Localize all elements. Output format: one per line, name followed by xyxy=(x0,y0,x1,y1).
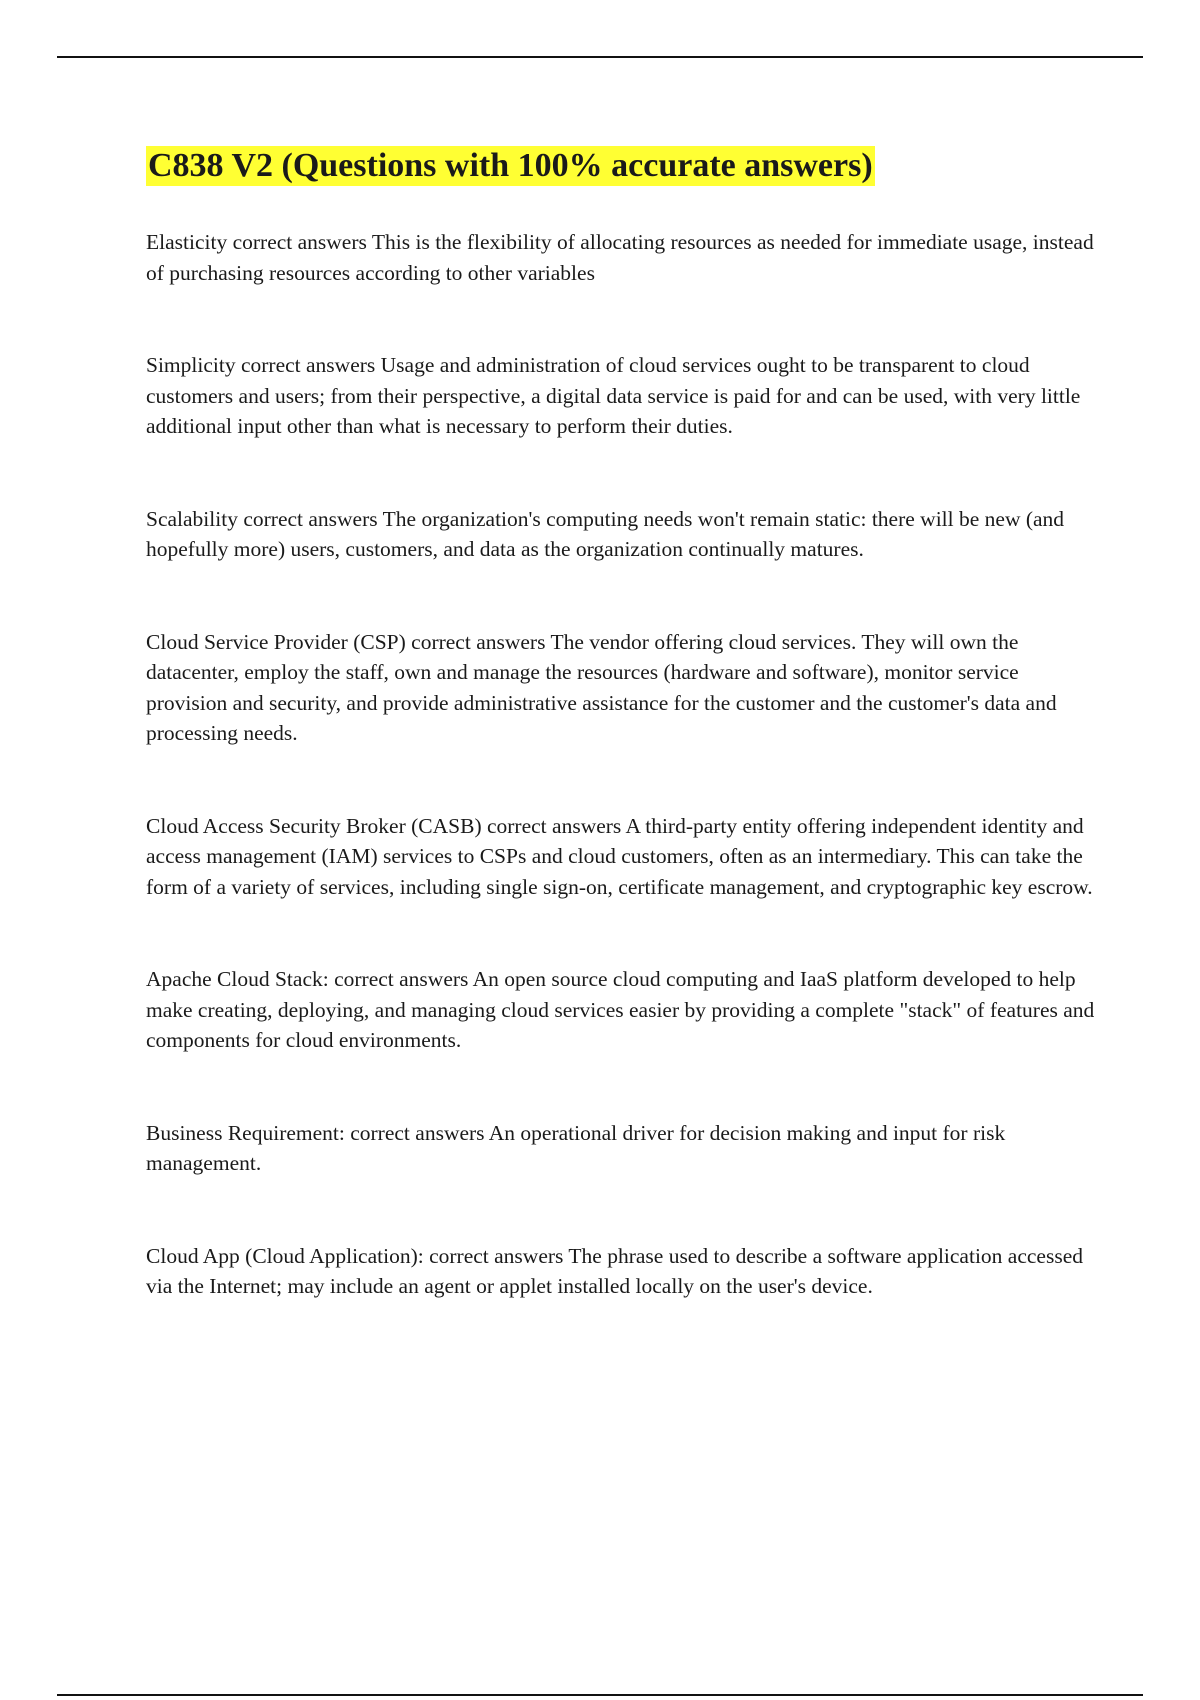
entry-marker: correct answers xyxy=(486,813,622,838)
entry-term: Elasticity xyxy=(146,230,228,254)
entry-marker: correct answers xyxy=(232,230,367,254)
top-rule xyxy=(57,56,1143,58)
entry-marker: correct answers xyxy=(429,1243,564,1268)
entry-term: Cloud Access Security Broker (CASB) xyxy=(146,813,482,838)
entry-list xyxy=(146,227,1096,1302)
entry-term: Cloud App (Cloud Application): xyxy=(146,1243,424,1268)
entry-answer: An open source cloud computing and IaaS platform developed to help make creating, deploying, and managing cloud services easier by providing a complete "stack" of features and components for cloud environments. xyxy=(146,967,1095,1052)
entry-term: Business Requirement: xyxy=(146,1120,345,1145)
entry-answer: A third-party entity offering independent identity and access management (IAM) services to CSPs and cloud customers, often as an intermediary. This can take the form of a variety of services, including single sign-on, certificate management, and cryptographic key escrow. xyxy=(146,813,1093,899)
document-body xyxy=(146,146,1096,1364)
bottom-rule xyxy=(57,1694,1143,1696)
entry-marker: correct answers xyxy=(243,506,378,531)
entry-business-requirement xyxy=(146,1118,1096,1179)
entry-cloud-app xyxy=(146,1241,1096,1302)
entry-marker: correct answers xyxy=(334,967,469,991)
entry-csp xyxy=(146,627,1096,749)
entry-term: Cloud Service Provider (CSP) xyxy=(146,629,406,654)
entry-answer: The organization's computing needs won't remain static: there will be new (and hopefully more) users, customers, and data as the organization continually matures. xyxy=(146,506,1065,561)
entry-marker: correct answers xyxy=(240,353,376,377)
entry-term: Apache Cloud Stack: xyxy=(146,967,329,991)
entry-term: Scalability xyxy=(146,506,238,531)
entry-answer: The phrase used to describe a software application accessed via the Internet; may include an agent or applet installed locally on the user's device. xyxy=(146,1243,1083,1298)
entry-marker: correct answers xyxy=(411,629,546,654)
entry-answer: An operational driver for decision making and input for risk management. xyxy=(146,1120,1006,1175)
entry-scalability xyxy=(146,504,1096,565)
entry-apache-cloud-stack xyxy=(146,964,1096,1056)
entry-answer: Usage and administration of cloud services ought to be transparent to cloud customers and users; from their perspective, a digital data service is paid for and can be used, with very little additional input other than what is necessary to perform their duties. xyxy=(146,353,1081,438)
entry-term: Simplicity xyxy=(146,353,236,377)
entry-casb xyxy=(146,811,1096,903)
entry-marker: correct answers xyxy=(350,1120,485,1145)
entry-elasticity xyxy=(146,227,1096,288)
entry-answer: The vendor offering cloud services. They will own the datacenter, employ the staff, own and manage the resources (hardware and software), monitor service provision and security, and provide administrative assistance for the customer and the customer's data and processing needs. xyxy=(146,629,1057,745)
document-title: C838 V2 (Questions with 100% accurate answers) xyxy=(148,147,873,184)
entry-answer: This is the flexibility of allocating resources as needed for immediate usage, instead of purchasing resources according to other variables xyxy=(146,230,1094,285)
entry-simplicity xyxy=(146,350,1096,442)
